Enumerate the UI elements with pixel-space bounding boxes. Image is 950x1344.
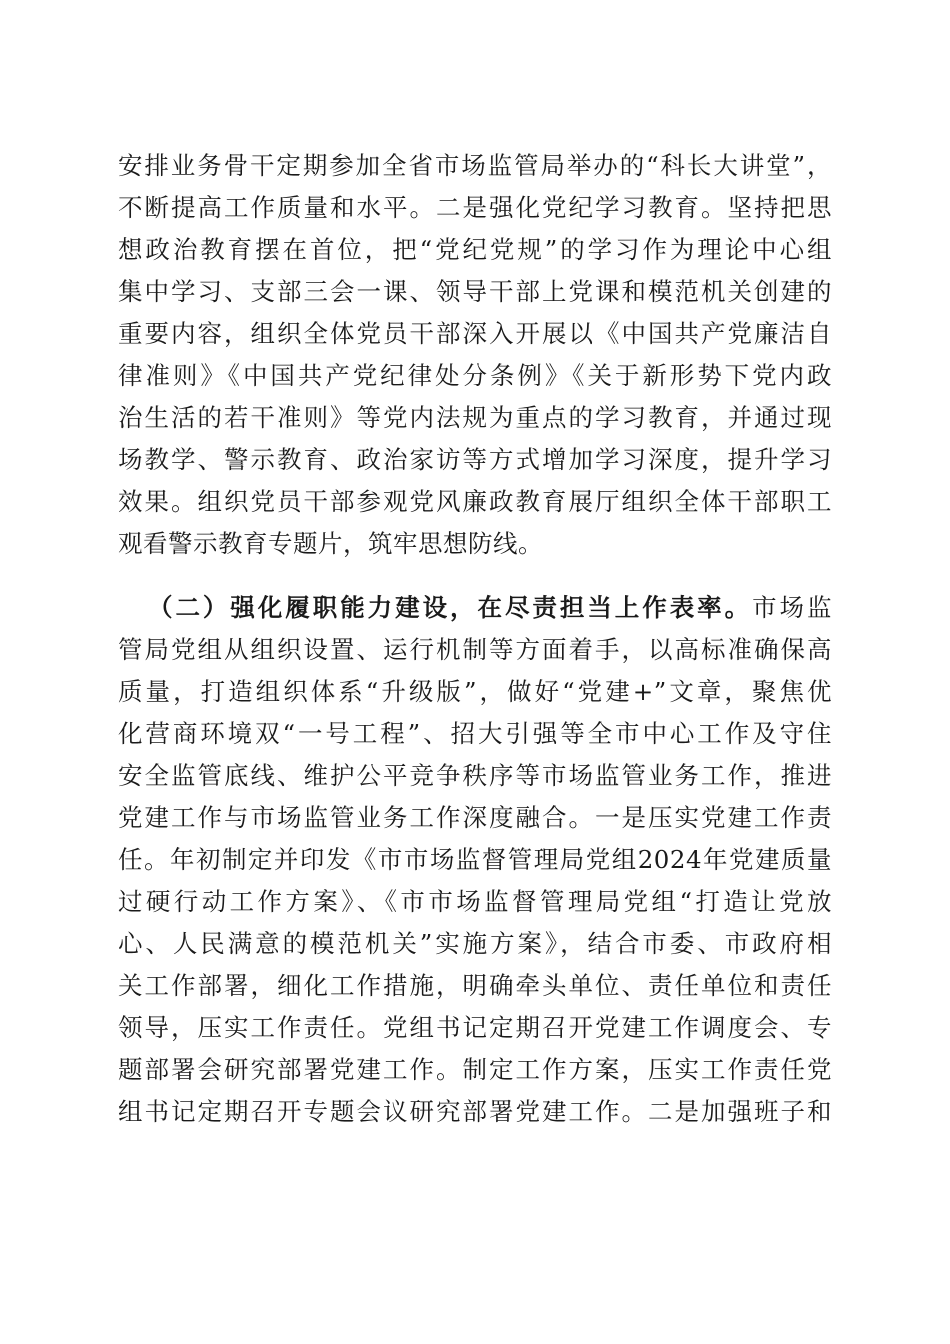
text-line: 题部署会研究部署党建工作。制定工作方案，压实工作责任党 (118, 1055, 832, 1084)
text-line: 集中学习、支部三会一课、领导干部上党课和模范机关创建的 (118, 277, 832, 306)
text-line: 过硬行动工作方案》、《市市场监督管理局党组“打造让党放 (118, 887, 832, 916)
section-heading-line (118, 592, 832, 634)
paragraph-party-discipline-education (118, 150, 832, 570)
text-line: 任。年初制定并印发《市市场监督管理局党组2024年党建质量 (118, 845, 832, 874)
text-line: 关工作部署，细化工作措施，明确牵头单位、责任单位和责任 (118, 971, 832, 1000)
section-heading: （二）强化履职能力建设，在尽责担当上作表率。 (148, 593, 753, 622)
text-line: 场教学、警示教育、政治家访等方式增加学习深度，提升学习 (118, 445, 832, 474)
text-line: 心、人民满意的模范机关”实施方案》，结合市委、市政府相 (118, 929, 832, 958)
text-line: 不断提高工作质量和水平。二是强化党纪学习教育。坚持把思 (118, 193, 832, 222)
text-line: 党建工作与市场监管业务工作深度融合。一是压实党建工作责 (118, 803, 832, 832)
text-line: 安全监管底线、维护公平竞争秩序等市场监管业务工作，推进 (118, 761, 832, 790)
heading-line-continuation: 市场监 (752, 593, 833, 622)
text-line: 效果。组织党员干部参观党风廉政教育展厅组织全体干部职工 (118, 487, 832, 516)
text-line: 安排业务骨干定期参加全省市场监管局举办的“科长大讲堂”， (118, 151, 832, 180)
text-line: 管局党组从组织设置、运行机制等方面着手，以高标准确保高 (118, 635, 832, 664)
text-line: 化营商环境双“一号工程”、招大引强等全市中心工作及守住 (118, 719, 832, 748)
text-line: 治生活的若干准则》等党内法规为重点的学习教育，并通过现 (118, 403, 832, 432)
paragraph-duty-capacity-building (118, 592, 832, 1138)
text-line: 质量，打造组织体系“升级版”，做好“党建+”文章，聚焦优 (118, 677, 832, 706)
text-line: 观看警示教育专题片，筑牢思想防线。 (118, 529, 543, 558)
text-line: 重要内容，组织全体党员干部深入开展以《中国共产党廉洁自 (118, 319, 832, 348)
text-line: 组书记定期召开专题会议研究部署党建工作。二是加强班子和 (118, 1097, 832, 1126)
text-line: 律准则》《中国共产党纪律处分条例》《关于新形势下党内政 (118, 361, 832, 390)
text-line: 想政治教育摆在首位，把“党纪党规”的学习作为理论中心组 (118, 235, 832, 264)
text-line: 领导，压实工作责任。党组书记定期召开党建工作调度会、专 (118, 1013, 832, 1042)
